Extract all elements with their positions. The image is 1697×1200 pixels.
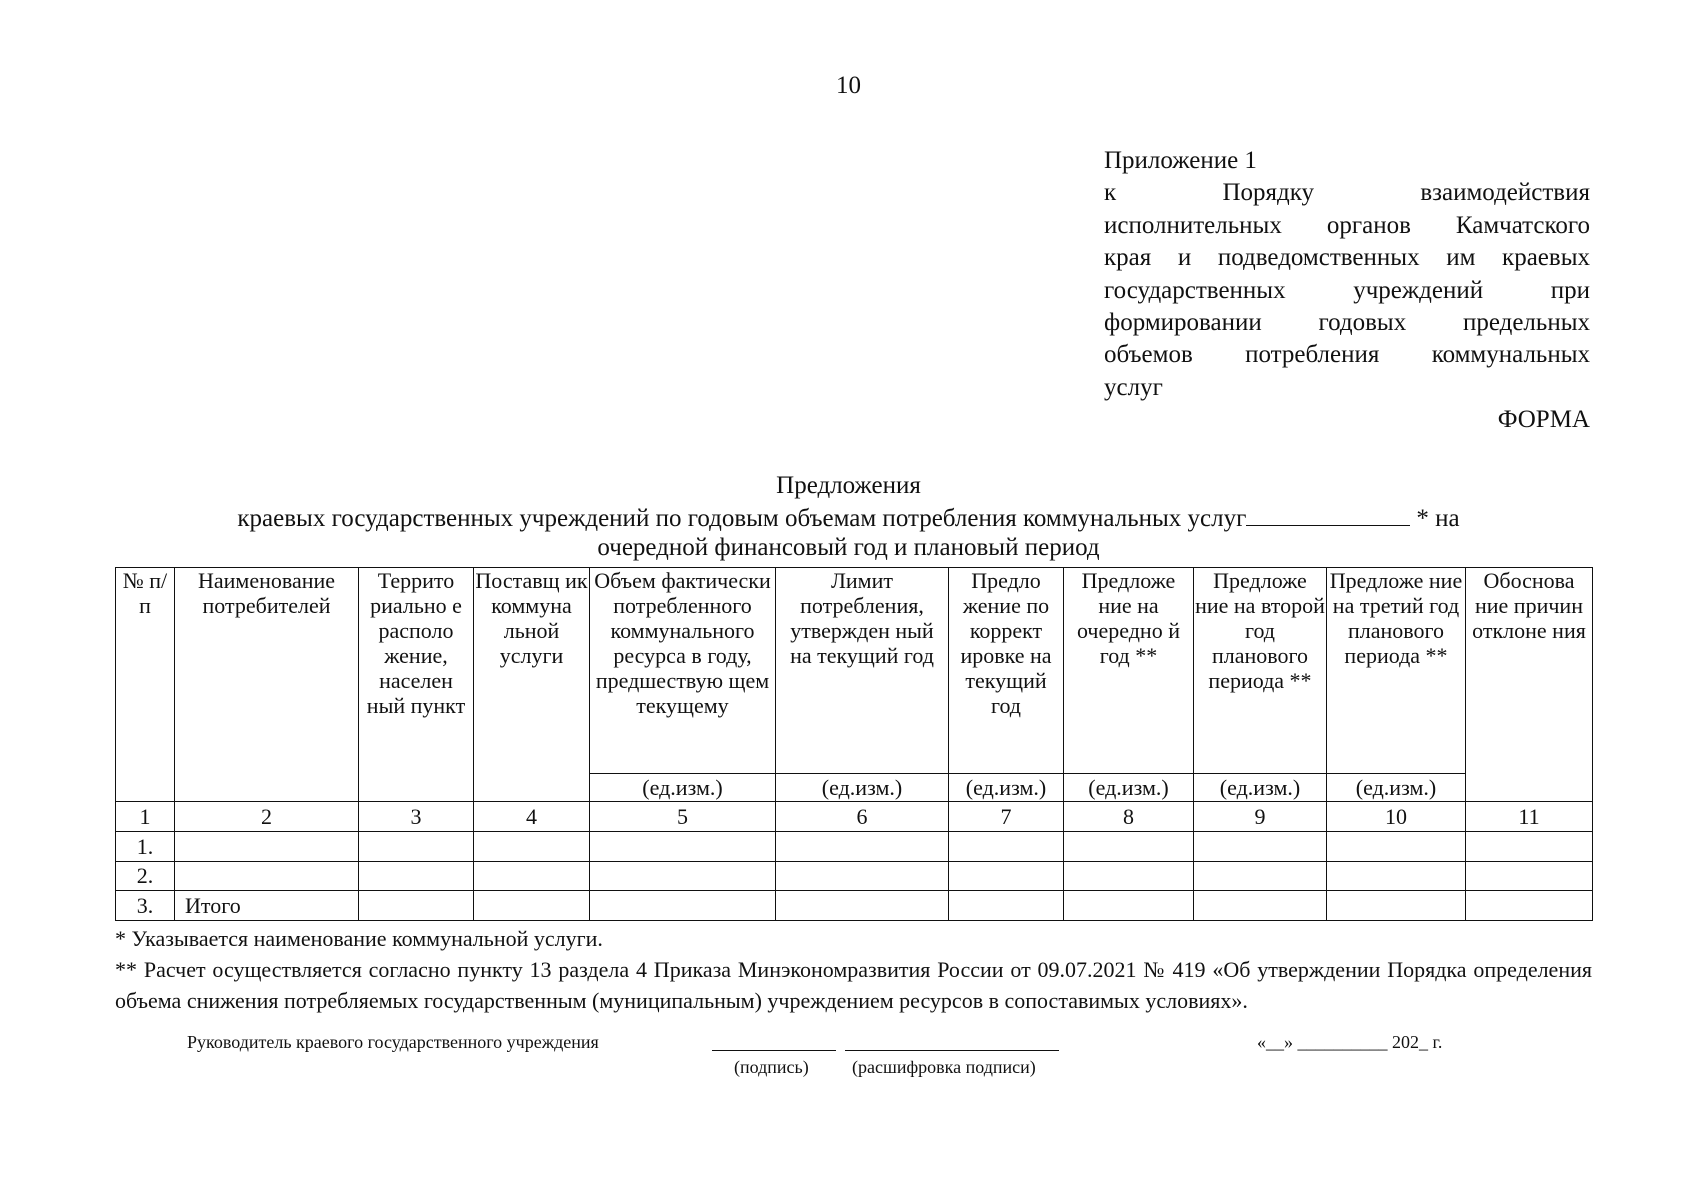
appendix-line: государственных учреждений при bbox=[1104, 276, 1590, 304]
table-cell[interactable] bbox=[1466, 891, 1593, 921]
table-cell[interactable] bbox=[359, 832, 474, 862]
form-label: ФОРМА bbox=[1497, 406, 1590, 434]
table-cell[interactable] bbox=[776, 832, 949, 862]
row-number: 1. bbox=[116, 832, 175, 862]
table-cell[interactable] bbox=[474, 861, 590, 891]
appendix-line: исполнительных органов Камчатского bbox=[1104, 211, 1590, 239]
table-row bbox=[116, 832, 1593, 862]
subtitle-text-end: * на bbox=[1416, 505, 1460, 532]
document-subtitle bbox=[0, 503, 1697, 533]
header-cell: № п/п bbox=[116, 568, 175, 802]
proposals-table bbox=[115, 567, 1593, 921]
column-number: 1 bbox=[116, 802, 175, 832]
column-number: 2 bbox=[175, 802, 359, 832]
signature-line[interactable] bbox=[712, 1050, 836, 1051]
table-cell[interactable] bbox=[776, 861, 949, 891]
table-row-total bbox=[116, 891, 1593, 921]
header-cell: Предложе ние на очередно й год ** bbox=[1064, 568, 1194, 774]
table-cell[interactable] bbox=[474, 891, 590, 921]
header-cell: Наименование потребителей bbox=[175, 568, 359, 802]
document-title: Предложения bbox=[776, 472, 921, 499]
unit-cell: (ед.изм.) bbox=[1064, 774, 1194, 802]
unit-cell: (ед.изм.) bbox=[590, 774, 776, 802]
appendix-block bbox=[1104, 145, 1590, 437]
table-cell[interactable] bbox=[1327, 861, 1466, 891]
header-cell: Лимит потребления, утвержден ный на текущий год bbox=[776, 568, 949, 774]
row-name-cell[interactable] bbox=[175, 832, 359, 862]
column-number: 6 bbox=[776, 802, 949, 832]
footnotes bbox=[115, 923, 1592, 1016]
column-number: 4 bbox=[474, 802, 590, 832]
header-cell: Предложе ние на второй год планового периода ** bbox=[1194, 568, 1327, 774]
table-cell[interactable] bbox=[590, 891, 776, 921]
table-cell[interactable] bbox=[1466, 861, 1593, 891]
column-number: 10 bbox=[1327, 802, 1466, 832]
appendix-line: формировании годовых предельных bbox=[1104, 309, 1590, 337]
subtitle-text: краевых государственных учреждений по годовым объемам потребления коммунальных услуг bbox=[237, 505, 1247, 532]
head-label: Руководитель краевого государственного учреждения bbox=[187, 1032, 599, 1052]
table-cell[interactable] bbox=[1194, 832, 1327, 862]
page-number: 10 bbox=[836, 72, 861, 99]
table-cell[interactable] bbox=[1064, 861, 1194, 891]
header-cell: Поставщ ик коммуна льной услуги bbox=[474, 568, 590, 802]
service-blank-line bbox=[1246, 503, 1410, 526]
document-subtitle-2: очередной финансовый год и плановый период bbox=[597, 534, 1100, 561]
table-cell[interactable] bbox=[590, 832, 776, 862]
date-line: «__» __________ 202_ г. bbox=[1257, 1032, 1443, 1052]
table-cell[interactable] bbox=[949, 861, 1064, 891]
unit-cell: (ед.изм.) bbox=[949, 774, 1064, 802]
column-number: 11 bbox=[1466, 802, 1593, 832]
column-number: 9 bbox=[1194, 802, 1327, 832]
row-number: 2. bbox=[116, 861, 175, 891]
table-cell[interactable] bbox=[1064, 891, 1194, 921]
appendix-line: Приложение 1 bbox=[1104, 147, 1257, 174]
unit-cell: (ед.изм.) bbox=[776, 774, 949, 802]
header-cell: Предло жение по коррект ировке на текущий год bbox=[949, 568, 1064, 774]
appendix-line: к Порядку взаимодействия bbox=[1104, 179, 1590, 207]
header-cell: Предложе ние на третий год планового периода ** bbox=[1327, 568, 1466, 774]
signature-decode-caption: (расшифровка подписи) bbox=[852, 1057, 1036, 1077]
table-cell[interactable] bbox=[590, 861, 776, 891]
table-cell[interactable] bbox=[1327, 832, 1466, 862]
column-number: 5 bbox=[590, 802, 776, 832]
column-number: 3 bbox=[359, 802, 474, 832]
column-number: 8 bbox=[1064, 802, 1194, 832]
appendix-line: услуг bbox=[1104, 373, 1163, 401]
appendix-line: объемов потребления коммунальных bbox=[1104, 341, 1590, 369]
footnote-1: * Указывается наименование коммунальной услуги. bbox=[115, 926, 603, 951]
row-name-cell[interactable] bbox=[175, 861, 359, 891]
table-cell[interactable] bbox=[1194, 861, 1327, 891]
table-cell[interactable] bbox=[359, 861, 474, 891]
appendix-line: края и подведомственных им краевых bbox=[1104, 244, 1590, 272]
table-cell[interactable] bbox=[776, 891, 949, 921]
table-cell[interactable] bbox=[1194, 891, 1327, 921]
table-cell[interactable] bbox=[1466, 832, 1593, 862]
column-number: 7 bbox=[949, 802, 1064, 832]
table-cell[interactable] bbox=[949, 891, 1064, 921]
signature-caption: (подпись) bbox=[734, 1057, 809, 1077]
table-cell[interactable] bbox=[359, 891, 474, 921]
signature-decode-line[interactable] bbox=[845, 1050, 1059, 1051]
header-cell: Объем фактически потребленного коммунального ресурса в году, предшествую щем текущему bbox=[590, 568, 776, 774]
table-cell[interactable] bbox=[474, 832, 590, 862]
column-number-row bbox=[116, 802, 1593, 832]
header-cell: Обоснова ние причин отклоне ния bbox=[1466, 568, 1593, 802]
row-name-cell: Итого bbox=[175, 891, 359, 921]
header-cell: Террито риально е располо жение, населен ный пункт bbox=[359, 568, 474, 802]
table-cell[interactable] bbox=[1327, 891, 1466, 921]
footnote-2: ** Расчет осуществляется согласно пункту 13 раздела 4 Приказа Минэкономразвития России от 09.07.2021 № 419 «Об утверждении Порядка определения объема снижения потребляемых государственным (муниципальным) учреждением ресурсов в сопоставимых условиях». bbox=[115, 957, 1592, 1013]
table-cell[interactable] bbox=[1064, 832, 1194, 862]
unit-cell: (ед.изм.) bbox=[1327, 774, 1466, 802]
table-row bbox=[116, 861, 1593, 891]
table-cell[interactable] bbox=[949, 832, 1064, 862]
row-number: 3. bbox=[116, 891, 175, 921]
unit-cell: (ед.изм.) bbox=[1194, 774, 1327, 802]
